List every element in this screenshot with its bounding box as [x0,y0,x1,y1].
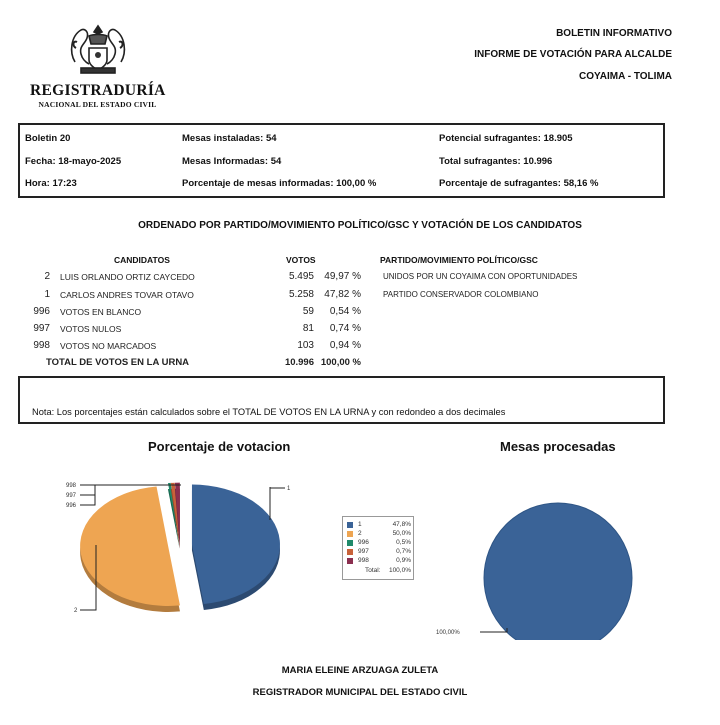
candidate-votes: 5.495 [288,271,314,282]
total-row [0,357,720,373]
candidate-votes: 5.258 [288,289,314,300]
candidate-code: 2 [44,271,50,282]
candidate-name: VOTOS NULOS [60,324,122,334]
candidate-pct: 47,82 % [324,289,361,300]
candidate-code: 996 [33,306,50,317]
slice-label-997: 997 [66,493,77,499]
candidate-votes: 103 [297,340,314,351]
candidate-name: VOTOS EN BLANCO [60,307,142,317]
legend-swatch [347,549,353,555]
pie-slice-procesadas [484,503,632,640]
col-candidatos: CANDIDATOS [114,255,170,265]
legend-label: 996 [358,539,369,546]
header-location: COYAIMA - TOLIMA [579,71,672,82]
potencial-sufragantes: Potencial sufragantes: 18.905 [439,133,573,144]
legend-item [347,557,411,566]
results-title: ORDENADO POR PARTIDO/MOVIMIENTO POLÍTICO/GSC Y VOTACIÓN DE LOS CANDIDATOS [138,220,582,231]
candidate-code: 998 [33,340,50,351]
nota-text: Nota: Los porcentajes están calculados sobre el TOTAL DE VOTOS EN LA URNA y con redondeo a dos decimales [32,407,506,417]
chart-legend [342,516,414,580]
signature-name: MARIA ELEINE ARZUAGA ZULETA [281,665,439,676]
mesas-informadas: Mesas Informadas: 54 [182,156,282,167]
legend-total-pct: 100,0% [388,567,411,574]
candidate-code: 1 [44,289,50,300]
leader-line-1 [270,487,285,488]
legend-item [347,539,411,548]
hora: Hora: 17:23 [25,178,77,189]
signature-role: REGISTRADOR MUNICIPAL DEL ESTADO CIVIL [252,687,468,698]
total-label: TOTAL DE VOTOS EN LA URNA [46,357,190,368]
header-title: BOLETIN INFORMATIVO [556,28,672,39]
candidate-votes: 81 [302,323,314,334]
legend-label: 1 [358,521,362,528]
legend-label: 997 [358,548,369,555]
nota-box [18,376,665,424]
total-votes: 10.996 [284,357,314,368]
table-row [0,272,720,288]
col-votos: VOTOS [286,255,316,265]
candidate-pct: 0,74 % [329,323,361,334]
total-pct: 100,00 % [320,357,361,368]
legend-swatch [347,540,353,546]
fecha: Fecha: 18-mayo-2025 [25,156,122,167]
candidate-name: LUIS ORLANDO ORTIZ CAYCEDO [60,272,195,282]
candidate-party: UNIDOS POR UN COYAIMA CON OPORTUNIDADES [383,272,578,281]
chart-title-votacion: Porcentaje de votacion [148,439,291,454]
legend-total [347,567,411,576]
pie-slice-1 [192,485,280,604]
candidate-votes: 59 [302,306,314,317]
slice-label-1: 1 [287,486,291,492]
legend-item [347,548,411,557]
candidate-code: 997 [33,323,50,334]
legend-swatch [347,522,353,528]
logo-subtitle: NACIONAL DEL ESTADO CIVIL [38,100,157,109]
pie-chart-mesas [420,460,720,640]
legend-pct: 0,5% [396,539,411,546]
slice-label-996: 996 [66,503,77,509]
legend-pct: 47,8% [392,521,411,528]
candidate-name: CARLOS ANDRES TOVAR OTAVO [60,290,194,300]
slice-label-2: 2 [74,608,78,614]
legend-label: 998 [358,557,369,564]
summary-box [18,123,665,198]
coat-of-arms-icon [67,22,129,80]
candidate-pct: 0,94 % [329,340,361,351]
legend-swatch [347,558,353,564]
slice-label-procesadas: 100,00% [436,630,460,636]
legend-item [347,521,411,530]
legend-total-label: Total: [365,567,381,574]
candidate-pct: 0,54 % [329,306,361,317]
porcentaje-sufragantes: Porcentaje de sufragantes: 58,16 % [439,178,599,189]
slice-label-998: 998 [66,483,77,489]
legend-label: 2 [358,530,362,537]
boletin-number: Boletin 20 [25,133,71,144]
legend-item [347,530,411,539]
legend-pct: 0,7% [396,548,411,555]
pie-chart-votacion [0,460,330,620]
total-sufragantes: Total sufragantes: 10.996 [439,156,553,167]
candidate-name: VOTOS NO MARCADOS [60,341,157,351]
table-row [0,341,720,357]
mesas-instaladas: Mesas instaladas: 54 [182,133,277,144]
table-row [0,290,720,306]
table-row [0,307,720,323]
logo-title: REGISTRADURÍA [30,82,166,99]
legend-pct: 50,0% [392,530,411,537]
header-subtitle: INFORME DE VOTACIÓN PARA ALCALDE [474,49,672,60]
registraduria-logo [30,22,165,109]
candidate-party: PARTIDO CONSERVADOR COLOMBIANO [383,290,539,299]
porcentaje-mesas: Porcentaje de mesas informadas: 100,00 % [182,178,377,189]
col-partido: PARTIDO/MOVIMIENTO POLÍTICO/GSC [380,255,538,265]
table-row [0,324,720,340]
legend-swatch [347,531,353,537]
legend-pct: 0,9% [396,557,411,564]
candidate-pct: 49,97 % [324,271,361,282]
chart-title-mesas: Mesas procesadas [500,439,616,454]
